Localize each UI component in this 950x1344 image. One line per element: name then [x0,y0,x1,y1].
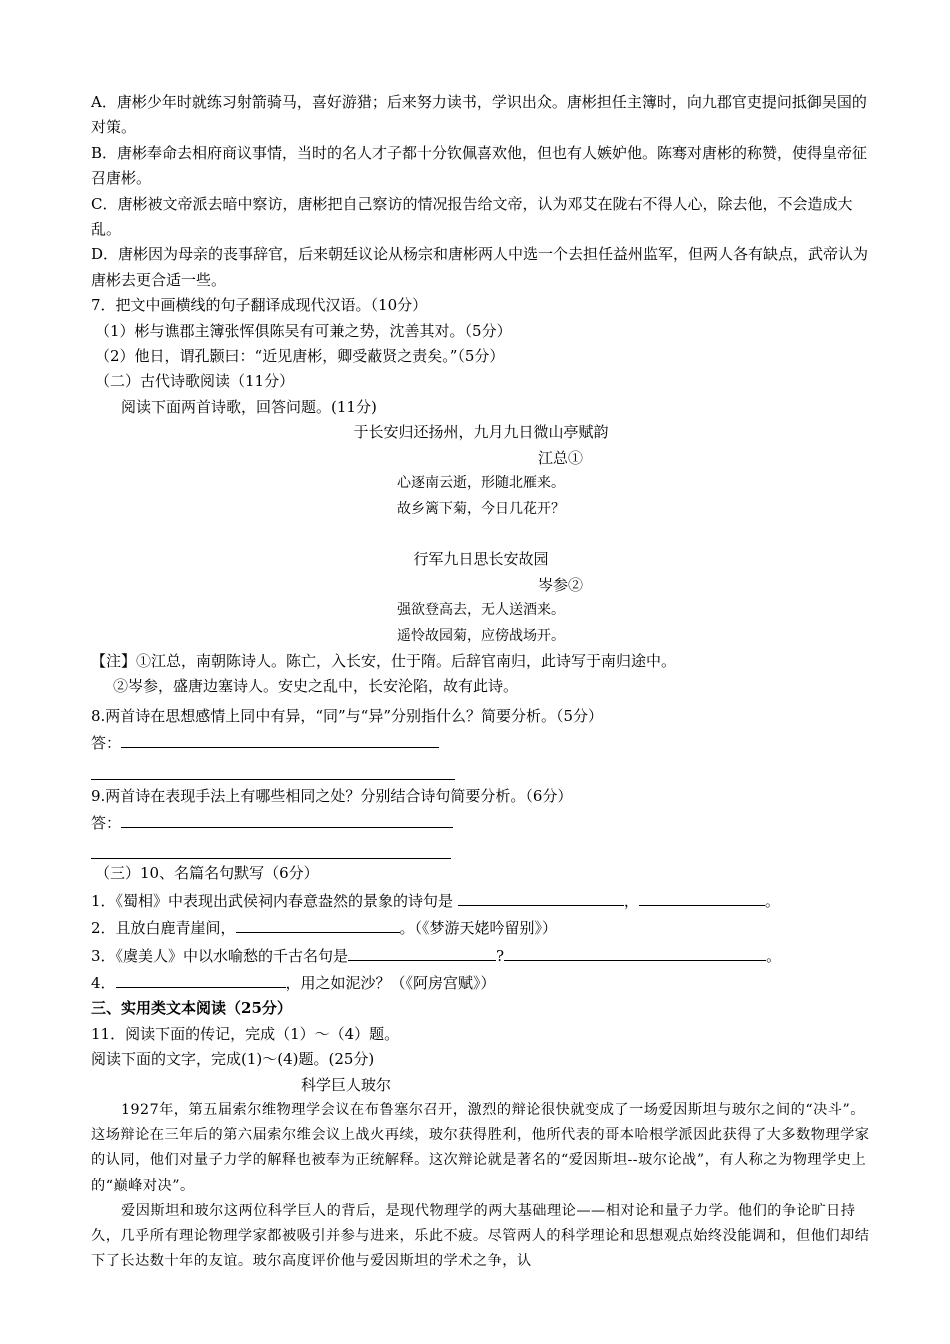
item-text: 3．《虞美人》中以水喻愁的千古名句是 [91,946,349,965]
poem-2-title: 行军九日思长安故园 [413,550,549,569]
answer-line[interactable] [121,809,453,828]
question-7-sentence-1: （1）彬与谯郡主簿张恽俱陈吴有可兼之势，沈善其对。（5分） [95,321,512,340]
article-paragraph-1: 1927年，第五届索尔维物理学会议在布鲁塞尔召开，激烈的辩论很快就变成了一场爱因斯坦与玻尔之间的“决斗”。这场辩论在三年后的第六届索尔维会议上战火再续，玻尔获得胜利，他所代表的哥本哈根学派因此获得了大多数物理学家的认同，他们对量子力学的解释也被奉为正统解释。这次辩论就是著名的“爱因斯坦--玻尔论战”，有人称之为物理学史上的“巅峰对决”。 [91,1102,870,1194]
answer-line[interactable] [121,729,439,748]
recitation-item-3 [91,942,871,969]
answer-line[interactable] [91,757,455,780]
item-text: 。 [764,891,780,910]
option-d: D．唐彬因为母亲的丧事辞官，后来朝廷议论从杨宗和唐彬两人中选一个去担任益州监军，但两人各有缺点，武帝认为唐彬去更合适一些。 [91,245,869,289]
recitation-heading: （三）10、名篇名句默写（6分） [95,864,319,883]
poem-1-author: 江总① [538,448,584,467]
question-9-title: 9.两首诗在表现手法上有哪些相同之处？分别结合诗句简要分析。（6分） [91,786,573,805]
question-7-sentence-2: （2）他日，谓孔颢曰：“近见唐彬，卿受蔽贤之责矣。”（5分） [95,347,505,366]
article-paragraph-2: 爱因斯坦和玻尔这两位科学巨人的背后，是现代物理学的两大基础理论——相对论和量子力学。他们的争论旷日持久，几乎所有理论物理学家都被吸引并参与进来，乐此不疲。尽管两人的科学理论和思想观点始终没能调和，但他们却结下了长达数十年的友谊。玻尔高度评价他与爱因斯坦的学术之争，认 [91,1202,870,1270]
article-title: 科学巨人玻尔 [301,1075,392,1094]
poem-note-1: 【注】①江总，南朝陈诗人。陈亡，入长安，仕于隋。后辞官南归，此诗写于南归途中。 [91,651,677,670]
item-text: 2．且放白鹿青崖间， [91,919,236,938]
item-text: 1．《蜀相》中表现出武侯祠内春意盎然的景象的诗句是 [91,891,458,910]
fill-blank[interactable] [348,942,496,961]
item-text: 4． [91,974,116,992]
answer-line[interactable] [91,836,451,859]
reading-intro: 阅读下面的文字，完成(1)～(4)题。(25分) [91,1050,375,1069]
fill-blank[interactable] [504,942,766,961]
question-11-title: 11．阅读下面的传记，完成（1）～（4）题。 [91,1024,400,1043]
recitation-item-4 [91,969,871,996]
question-8-answer [91,729,871,756]
option-a: A．唐彬少年时就练习射箭骑马，喜好游猎；后来努力读书，学识出众。唐彬担任主簿时，向九郡官吏提问抵御吴国的对策。 [91,93,867,137]
poetry-intro: 阅读下面两首诗歌，回答问题。(11分) [121,397,377,416]
recitation-item-2 [91,914,871,941]
part-3-heading: 三、实用类文本阅读（25分） [91,999,292,1018]
poem-note-2: ②岑参，盛唐边塞诗人。安史之乱中，长安沦陷，故有此诗。 [113,677,519,696]
poem-2-author: 岑参② [538,575,584,594]
poem-2-line-2: 遥怜故园菊，应傍战场开。 [397,627,565,644]
poem-2-line-1: 强欲登高去，无人送酒来。 [397,602,565,619]
fill-blank[interactable] [236,914,400,933]
answer-label: 答： [91,734,122,753]
item-text: ， [623,891,639,910]
poem-1-line-2: 故乡篱下菊，今日几花开？ [397,500,565,517]
poem-1-title: 于长安归还扬州，九月九日微山亭赋韵 [353,423,609,442]
option-b: B．唐彬奉命去相府商议事情，当时的名人才子都十分钦佩喜欢他，但也有人嫉妒他。陈骞对唐彬的称赞，使得皇帝征召唐彬。 [91,143,868,188]
item-text: 。 [766,946,782,965]
item-text: ，用之如泥沙？（《阿房宫赋》） [285,974,496,992]
fill-blank[interactable] [639,887,765,906]
item-text: 。（《梦游天姥吟留别》） [399,919,558,938]
question-9-answer [91,809,871,836]
item-text: ? [496,946,505,965]
poem-1-line-1: 心逐南云逝，形随北雁来。 [397,475,565,492]
answer-label: 答： [91,813,122,832]
page-content [91,90,871,1274]
question-8-title: 8.两首诗在思想感情上同中有异，“同”与“异”分别指什么？简要分析。（5分） [91,706,604,725]
blank-line [91,522,871,547]
fill-blank[interactable] [116,969,286,988]
question-7-title: 7．把文中画横线的句子翻译成现代汉语。（10分） [91,296,428,315]
option-c: C．唐彬被文帝派去暗中察访，唐彬把自己察访的情况报告给文帝，认为邓艾在陇右不得人心，除去他，不会造成大乱。 [91,194,853,239]
fill-blank[interactable] [458,887,624,906]
poetry-section-heading: （二）古代诗歌阅读（11分） [95,372,295,391]
recitation-item-1 [91,887,871,914]
